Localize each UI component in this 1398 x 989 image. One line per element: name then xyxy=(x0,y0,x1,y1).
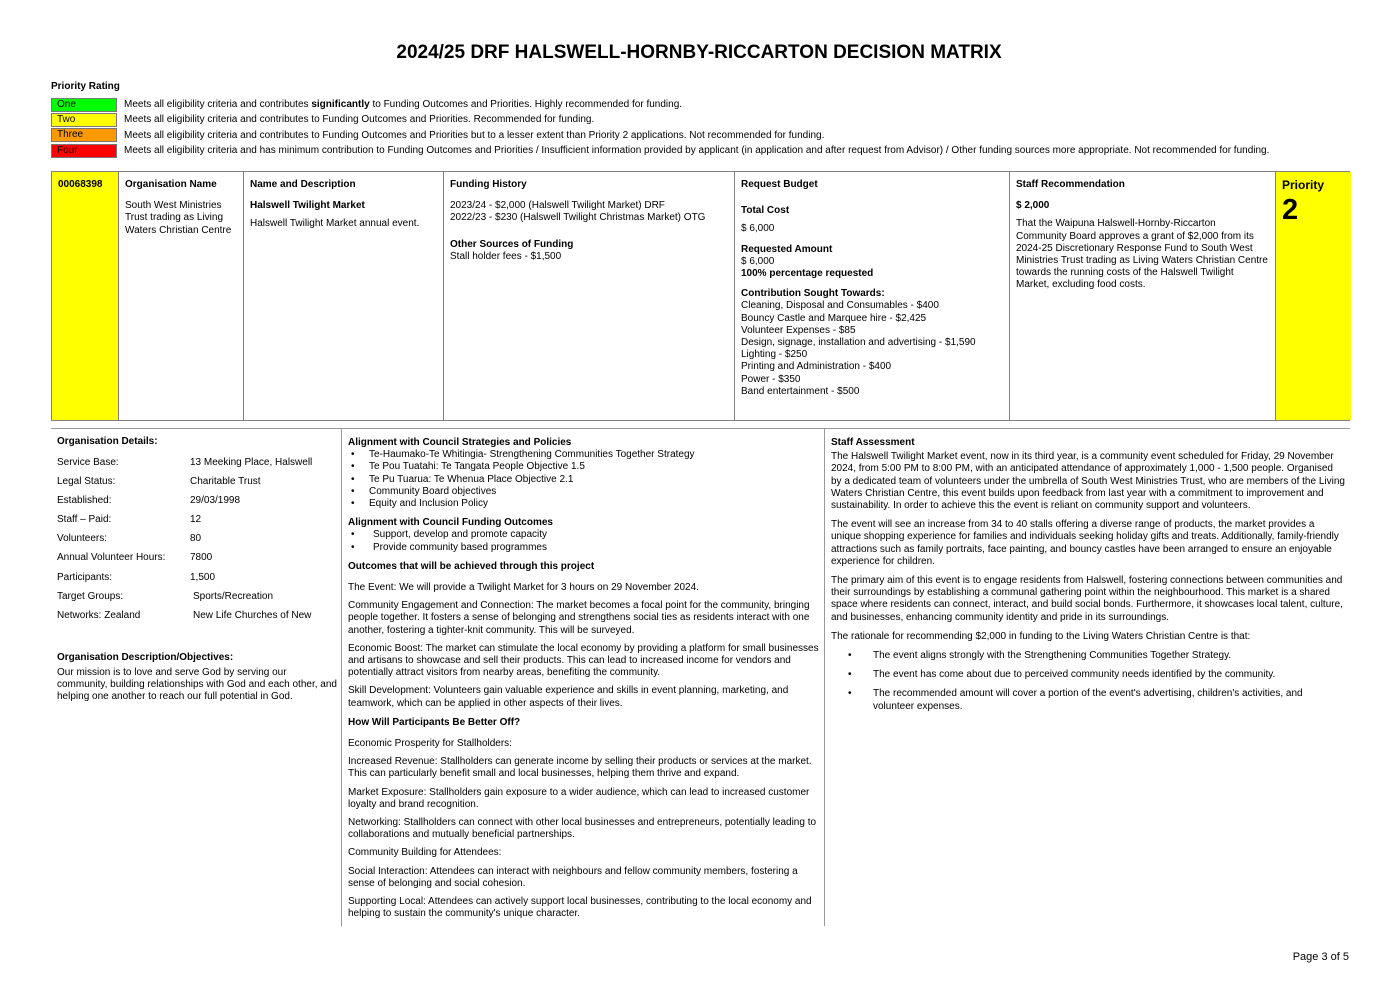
alignment-outcomes-column xyxy=(348,437,820,921)
assessment-paragraph: The event will see an increase from 34 to 40 stalls offering a diverse range of products, the market provides a unique shopping experience for families and individuals seeking holiday gifts and treats. Additionally, family-friendly attractions such as family portraits, face painting, and bouncy castles have been arranged to ensure an enjoyable experience for children. xyxy=(831,519,1339,567)
total-cost-value: $ 6,000 xyxy=(741,223,775,235)
list-item: • Support, develop and promote capacity xyxy=(348,529,820,541)
priority-legend xyxy=(51,97,1269,158)
organisation-description: Our mission is to love and serve God by serving our community, building relationships with God and each other, and helping one another to reach our full potential in God. xyxy=(57,666,337,703)
organisation-column xyxy=(119,172,244,420)
better-off-paragraph: Social Interaction: Attendees can interact with neighbours and fellow community members, fostering a sense of belonging and social cohesion. xyxy=(348,865,798,889)
organisation-name: South West Ministries Trust trading as Living Waters Christian Centre xyxy=(125,200,232,236)
priority-rating-heading: Priority Rating xyxy=(51,81,120,92)
legend-swatch-four: Four xyxy=(51,144,117,158)
page-title: 2024/25 DRF HALSWELL-HORNBY-RICCARTON DECISION MATRIX xyxy=(396,42,1002,63)
better-off-heading: How Will Participants Be Better Off? xyxy=(348,716,521,728)
list-item: • The event has come about due to perceived community needs identified by the community. xyxy=(831,669,1345,681)
page-number: Page 3 of 5 xyxy=(1292,951,1349,963)
better-off-paragraph: Economic Prosperity for Stallholders: xyxy=(348,738,512,750)
legend-swatch-one: One xyxy=(51,98,117,112)
organisation-description-heading: Organisation Description/Objectives: xyxy=(57,651,234,663)
list-item: • Equity and Inclusion Policy xyxy=(348,498,820,510)
priority-label: Priority xyxy=(1282,178,1325,192)
legend-text-one: Meets all eligibility criteria and contributes significantly to Funding Outcomes and Priorities. Highly recommended for funding. xyxy=(124,99,683,111)
request-budget-column xyxy=(735,172,1010,420)
legend-text-four: Meets all eligibility criteria and has minimum contribution to Funding Outcomes and Priorities / Insufficient information provided by applicant (in application and after request from Advisor) / Other funding sources more appropriate. Not recommended for funding. xyxy=(124,145,1270,157)
legend-swatch-three: Three xyxy=(51,128,117,142)
contribution-item: Design, signage, installation and advertising - $1,590 xyxy=(741,337,976,349)
contribution-item: Cleaning, Disposal and Consumables - $400 xyxy=(741,300,939,312)
list-item: • The event aligns strongly with the Strengthening Communities Together Strategy. xyxy=(831,650,1345,662)
column-divider xyxy=(341,429,342,926)
requested-amount-value: $ 6,000 xyxy=(741,255,775,267)
contribution-item: Bouncy Castle and Marquee hire - $2,425 xyxy=(741,312,927,324)
assessment-paragraph: The rationale for recommending $2,000 in funding to the Living Waters Christian Centre is that: xyxy=(831,630,1251,642)
legend-row-two xyxy=(51,112,1269,127)
priority-value: 2 xyxy=(1282,194,1299,227)
list-item: • Te Pou Tuatahi: Te Tangata People Objective 1.5 xyxy=(348,461,820,473)
staff-assessment xyxy=(831,437,1345,720)
project-name: Halswell Twilight Market xyxy=(250,200,365,212)
list-item: • Te-Haumako-Te Whitingia- Strengthening Communities Together Strategy xyxy=(348,449,820,461)
detail-value: 80 xyxy=(190,533,202,545)
legend-text-two: Meets all eligibility criteria and contributes to Funding Outcomes and Priorities. Recommended for funding. xyxy=(124,114,595,126)
request-budget-heading: Request Budget xyxy=(741,179,818,190)
detail-label: Volunteers: xyxy=(57,533,108,545)
detail-row xyxy=(57,514,337,533)
contribution-heading: Contribution Sought Towards: xyxy=(741,288,885,300)
funding-history-item: 2022/23 - $230 (Halswell Twilight Christmas Market) OTG xyxy=(450,212,706,224)
list-item: • Te Pu Tuarua: Te Whenua Place Objective 2.1 xyxy=(348,474,820,486)
detail-value: Charitable Trust xyxy=(190,476,261,488)
detail-value: 7800 xyxy=(190,552,213,564)
funding-history-item: 2023/24 - $2,000 (Halswell Twilight Market) DRF xyxy=(450,200,665,212)
detail-value: 29/03/1998 xyxy=(190,495,241,507)
organisation-heading: Organisation Name xyxy=(125,179,217,190)
recommendation-text: That the Waipuna Halswell-Hornby-Riccarton Community Board approves a grant of $2,000 from its 2024-25 Discretionary Response Fund to South West Ministries Trust trading as Living Waters Christian Centre towards the running costs of the Halswell Twilight Market, excluding food costs. xyxy=(1016,218,1268,291)
contribution-item: Printing and Administration - $400 xyxy=(741,361,892,373)
detail-label: Established: xyxy=(57,495,112,507)
other-funding-sources: Stall holder fees - $1,500 xyxy=(450,250,562,262)
detail-label: Annual Volunteer Hours: xyxy=(57,552,166,564)
detail-row xyxy=(57,495,337,514)
decision-matrix-row xyxy=(51,171,1350,421)
better-off-paragraph: Networking: Stallholders can connect with other local businesses and entrepreneurs, potentially leading to collaborations and mutually beneficial partnerships. xyxy=(348,817,817,841)
outcome-paragraph: Economic Boost: The market can stimulate the local economy by providing a platform for small businesses and artisans to showcase and sell their products. This can lead to increased income for vendors and potentially attract visitors from nearby areas, benefiting the community. xyxy=(348,642,819,679)
priority-column xyxy=(1276,172,1351,420)
legend-swatch-two: Two xyxy=(51,113,117,127)
funding-history-column xyxy=(444,172,735,420)
detail-value: Sports/Recreation xyxy=(193,590,274,602)
better-off-paragraph: Market Exposure: Stallholders gain exposure to a wider audience, which can lead to increased customer loyalty and brand recognition. xyxy=(348,786,810,810)
strategies-list xyxy=(348,449,820,510)
list-item: • Provide community based programmes xyxy=(348,542,820,554)
contribution-item: Power - $350 xyxy=(741,373,801,385)
outcome-paragraph: The Event: We will provide a Twilight Market for 3 hours on 29 November 2024. xyxy=(348,582,699,594)
organisation-details-heading: Organisation Details: xyxy=(57,436,158,447)
rationale-list xyxy=(831,650,1345,713)
other-funding-heading: Other Sources of Funding xyxy=(450,238,574,250)
funding-history-heading: Funding History xyxy=(450,179,527,190)
detail-row xyxy=(57,476,337,495)
detail-label: Participants: xyxy=(57,571,113,583)
list-item: • The recommended amount will cover a portion of the event's advertising, children's activities, and volunteer expenses. xyxy=(831,688,1345,712)
detail-value: 1,500 xyxy=(190,571,216,583)
achieved-outcomes-heading: Outcomes that will be achieved through this project xyxy=(348,560,595,572)
better-off-paragraph: Supporting Local: Attendees can actively support local businesses, contributing to the local economy and helping to sustain the community's unique character. xyxy=(348,896,812,920)
detail-label: Staff – Paid: xyxy=(57,514,112,526)
column-divider xyxy=(824,429,825,926)
funding-outcomes-heading: Alignment with Council Funding Outcomes xyxy=(348,517,553,529)
contribution-item: Band entertainment - $500 xyxy=(741,385,860,397)
detail-row xyxy=(57,610,337,642)
detail-row xyxy=(57,591,337,610)
detail-label: Target Groups: xyxy=(57,590,124,602)
requested-amount-label: Requested Amount xyxy=(741,243,833,255)
strategies-heading: Alignment with Council Strategies and Policies xyxy=(348,437,572,448)
total-cost-label: Total Cost xyxy=(741,205,790,217)
name-description-column xyxy=(244,172,444,420)
legend-row-three xyxy=(51,128,1269,143)
recommended-amount: $ 2,000 xyxy=(1016,200,1050,212)
percentage-requested: 100% percentage requested xyxy=(741,268,874,280)
staff-recommendation-heading: Staff Recommendation xyxy=(1016,179,1125,190)
staff-assessment-heading: Staff Assessment xyxy=(831,437,915,448)
detail-label: Legal Status: xyxy=(57,476,116,488)
detail-row xyxy=(57,552,337,571)
detail-label: Networks: Zealand xyxy=(57,609,141,621)
list-item: • Community Board objectives xyxy=(348,486,820,498)
assessment-paragraph: The primary aim of this event is to engage residents from Halswell, fostering connections between communities and their surroundings by establishing a communal gathering point within the neighbourhood. This market is a shared space where residents can connect, interact, and build social bonds. Furthermore, it showcases local talent, culture, and businesses, enhancing community identity and pride in its surroundings. xyxy=(831,575,1343,623)
detail-label: Service Base: xyxy=(57,457,119,468)
detail-row xyxy=(57,572,337,591)
contribution-item: Volunteer Expenses - $85 xyxy=(741,324,856,336)
detail-row xyxy=(57,457,337,476)
organisation-details xyxy=(57,436,337,703)
staff-recommendation-column xyxy=(1010,172,1276,420)
name-description-heading: Name and Description xyxy=(250,179,356,190)
detail-row xyxy=(57,533,337,552)
section-divider xyxy=(51,428,1350,429)
detail-value: 13 Meeking Place, Halswell xyxy=(190,457,313,468)
legend-row-four xyxy=(51,143,1269,158)
detail-value: New Life Churches of New xyxy=(193,609,312,621)
detail-value: 12 xyxy=(190,514,202,526)
project-description: Halswell Twilight Market annual event. xyxy=(250,218,420,230)
application-id: 00068398 xyxy=(52,172,119,420)
outcome-paragraph: Community Engagement and Connection: The market becomes a focal point for the community, bringing people together. It fosters a sense of belonging and strengthens social ties as residents interact with one another, fostering a tighter-knit community. This will be surveyed. xyxy=(348,600,810,636)
funding-outcomes-list xyxy=(348,529,820,553)
better-off-paragraph: Increased Revenue: Stallholders can generate income by selling their products or services at the market. This can particularly benefit small and local businesses, helping them thrive and expand. xyxy=(348,756,812,780)
legend-row-one xyxy=(51,97,1269,112)
outcome-paragraph: Skill Development: Volunteers gain valuable experience and skills in event planning, marketing, and teamwork, which can be applied in other aspects of their lives. xyxy=(348,685,789,709)
legend-text-three: Meets all eligibility criteria and contributes to Funding Outcomes and Priorities but to a lesser extent than Priority 2 applications. Not recommended for funding. xyxy=(124,129,825,141)
assessment-paragraph: The Halswell Twilight Market event, now in its third year, is a community event scheduled for Friday, 29 November 2024, from 5:00 PM to 8:00 PM, with an anticipated attendance of approximately 1,000 - 1,500 people. Organised by a dedicated team of volunteers under the umbrella of South West Ministries Trust, who are members of the Living Waters Christian Centre, this event builds upon feedback from last year with a commitment to improvement and sustainability. In order to achieve this the event is reliant on community support and volunteers. xyxy=(831,451,1345,512)
contribution-item: Lighting - $250 xyxy=(741,349,808,361)
better-off-paragraph: Community Building for Attendees: xyxy=(348,847,502,859)
